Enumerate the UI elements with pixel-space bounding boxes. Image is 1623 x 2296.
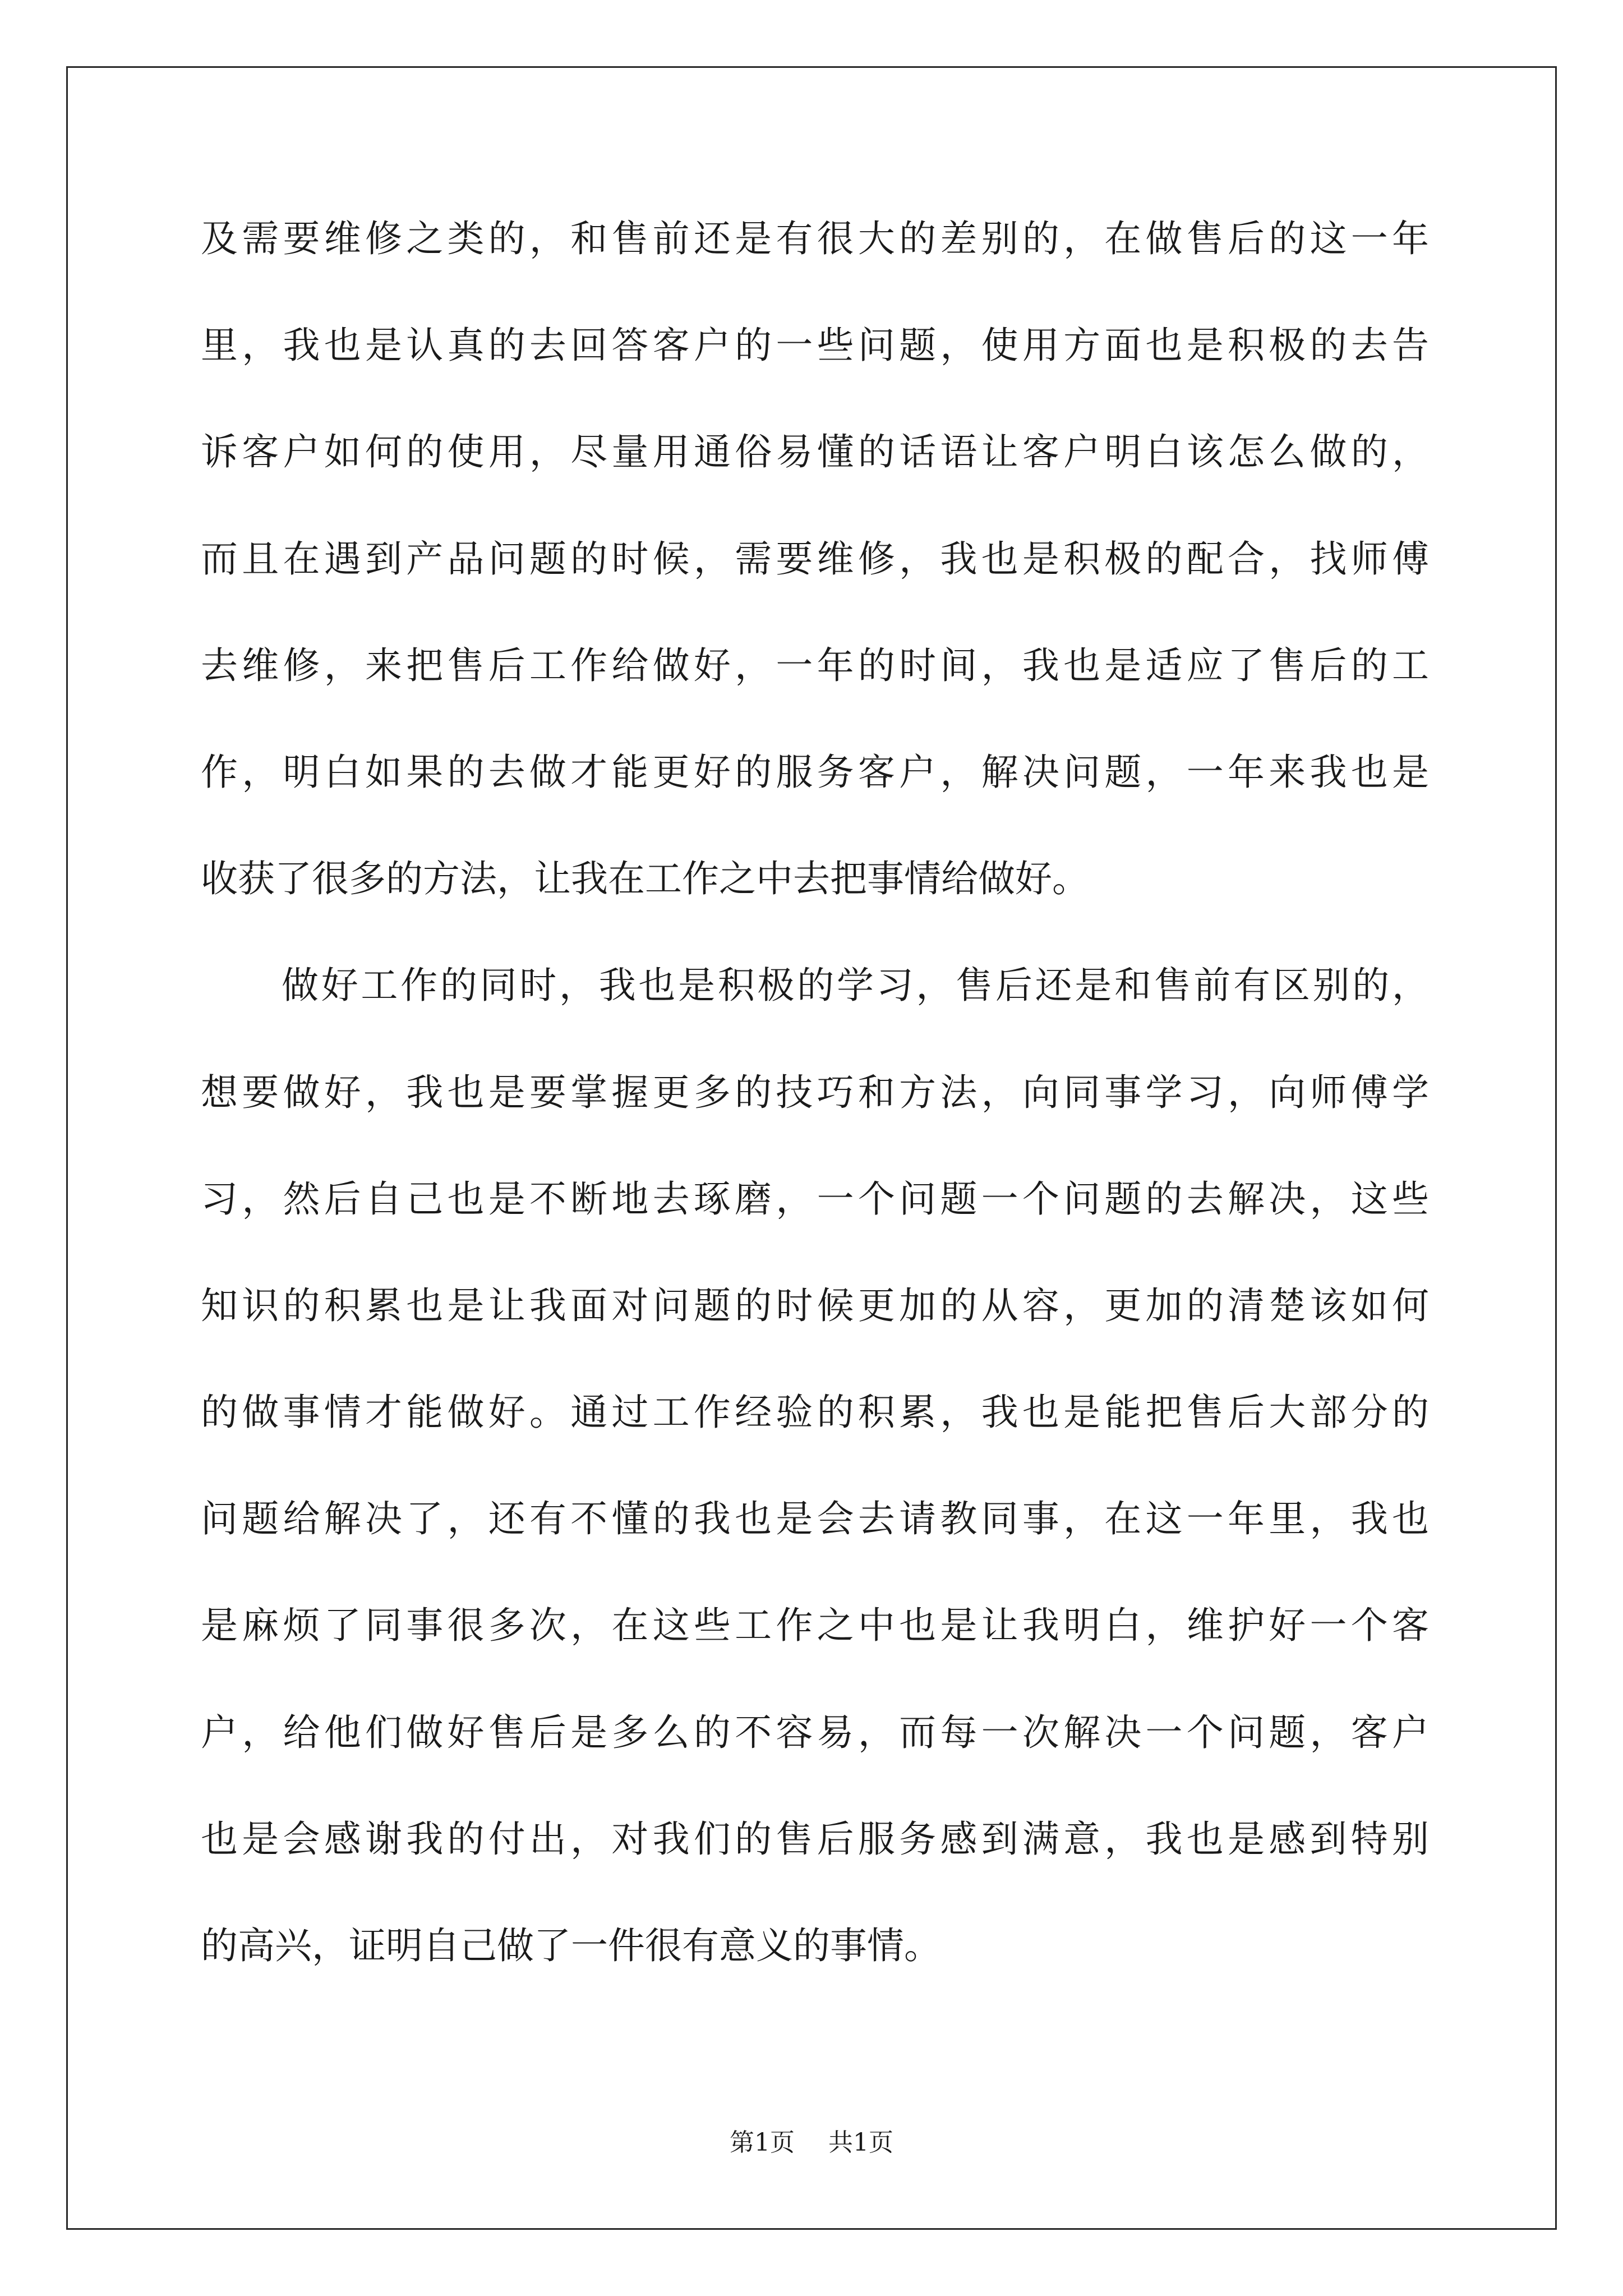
- text-line: 诉客户如何的使用，尽量用通俗易懂的话语让客户明白该怎么做的，: [201, 430, 1429, 474]
- text-line: 去维修，来把售后工作给做好，一年的时间，我也是适应了售后的工: [201, 643, 1429, 687]
- text-line: 户，给他们做好售后是多么的不容易，而每一次解决一个问题，客户: [201, 1710, 1429, 1754]
- page-footer: [0, 2126, 1623, 2160]
- text-line: 作，明白如果的去做才能更好的服务客户，解决问题，一年来我也是: [201, 750, 1429, 794]
- text-line: 是麻烦了同事很多次，在这些工作之中也是让我明白，维护好一个客: [201, 1604, 1429, 1648]
- page-number: 第1页: [730, 2128, 795, 2157]
- text-line: 的做事情才能做好。通过工作经验的积累，我也是能把售后大部分的: [201, 1391, 1429, 1434]
- text-line: 及需要维修之类的，和售前还是有很大的差别的，在做售后的这一年: [201, 217, 1429, 260]
- text-line: 收获了很多的方法，让我在工作之中去把事情给做好。: [201, 857, 1089, 901]
- text-line: 想要做好，我也是要掌握更多的技巧和方法，向同事学习，向师傅学: [201, 1070, 1429, 1114]
- page-total: 共1页: [828, 2128, 893, 2157]
- text-line: 知识的积累也是让我面对问题的时候更加的从容，更加的清楚该如何: [201, 1283, 1429, 1327]
- document-body: [201, 213, 1429, 2027]
- text-line: 问题给解决了，还有不懂的我也是会去请教同事，在这一年里，我也: [201, 1497, 1429, 1541]
- text-line: 的高兴，证明自己做了一件很有意义的事情。: [201, 1924, 941, 1967]
- text-line: 也是会感谢我的付出，对我们的售后服务感到满意，我也是感到特别: [201, 1817, 1429, 1861]
- paragraph-start-line: 做好工作的同时，我也是积极的学习，售后还是和售前有区别的，: [282, 964, 1429, 1007]
- text-line: 里，我也是认真的去回答客户的一些问题，使用方面也是积极的去告: [201, 324, 1429, 367]
- text-line: 而且在遇到产品问题的时候，需要维修，我也是积极的配合，找师傅: [201, 537, 1429, 581]
- text-line: 习，然后自己也是不断地去琢磨，一个问题一个问题的去解决，这些: [201, 1177, 1429, 1221]
